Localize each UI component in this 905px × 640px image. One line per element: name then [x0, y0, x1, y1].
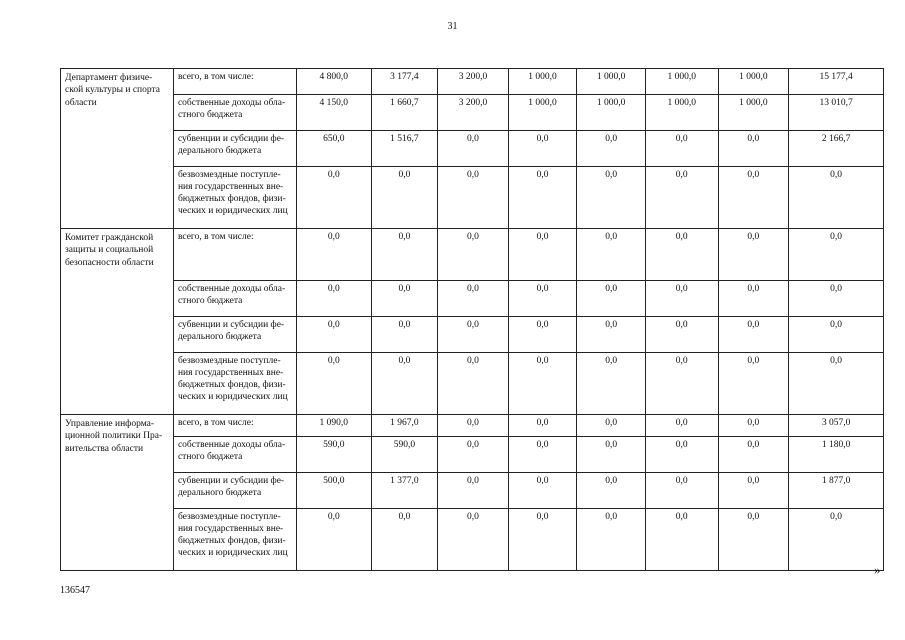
value-cell: 590,0	[371, 437, 438, 473]
value-cell: 0,0	[438, 317, 509, 353]
department-name: Управление информа-ционной политики Пра-вительства области	[61, 415, 174, 571]
value-cell: 0,0	[718, 281, 789, 317]
value-cell: 0,0	[371, 281, 438, 317]
value-cell: 0,0	[296, 229, 371, 281]
department-name: Департамент физиче-ской культуры и спорта области	[61, 69, 174, 229]
value-cell: 0,0	[718, 229, 789, 281]
funding-source-label: собственные доходы обла-стного бюджета	[173, 95, 296, 131]
continuation-mark: »	[874, 562, 881, 577]
total-value-cell: 15 177,4	[789, 69, 884, 95]
value-cell: 0,0	[577, 509, 646, 571]
value-cell: 1 000,0	[645, 95, 718, 131]
value-cell: 0,0	[718, 473, 789, 509]
value-cell: 0,0	[718, 131, 789, 167]
table-row	[61, 229, 884, 281]
funding-source-label: субвенции и субсидии фе-дерального бюджета	[173, 317, 296, 353]
value-cell: 1 000,0	[508, 95, 577, 131]
value-cell: 0,0	[577, 473, 646, 509]
value-cell: 0,0	[296, 317, 371, 353]
value-cell: 0,0	[508, 415, 577, 437]
value-cell: 0,0	[296, 509, 371, 571]
value-cell: 1 090,0	[296, 415, 371, 437]
value-cell: 0,0	[508, 131, 577, 167]
table-row	[61, 167, 884, 229]
page-number: 31	[447, 21, 458, 32]
value-cell: 0,0	[645, 167, 718, 229]
value-cell: 0,0	[508, 473, 577, 509]
value-cell: 0,0	[438, 473, 509, 509]
value-cell: 1 000,0	[645, 69, 718, 95]
total-value-cell: 1 180,0	[789, 437, 884, 473]
value-cell: 0,0	[438, 131, 509, 167]
value-cell: 0,0	[438, 167, 509, 229]
value-cell: 0,0	[438, 281, 509, 317]
value-cell: 0,0	[296, 167, 371, 229]
total-value-cell: 0,0	[789, 167, 884, 229]
value-cell: 0,0	[577, 281, 646, 317]
value-cell: 590,0	[296, 437, 371, 473]
value-cell: 0,0	[438, 509, 509, 571]
table-row	[61, 437, 884, 473]
value-cell: 0,0	[438, 353, 509, 415]
table-row	[61, 353, 884, 415]
value-cell: 0,0	[577, 229, 646, 281]
value-cell: 3 177,4	[371, 69, 438, 95]
value-cell: 0,0	[645, 317, 718, 353]
value-cell: 500,0	[296, 473, 371, 509]
value-cell: 0,0	[508, 317, 577, 353]
value-cell: 1 000,0	[577, 69, 646, 95]
funding-source-label: собственные доходы обла-стного бюджета	[173, 437, 296, 473]
table-row	[61, 131, 884, 167]
value-cell: 0,0	[371, 229, 438, 281]
value-cell: 0,0	[577, 437, 646, 473]
value-cell: 1 000,0	[508, 69, 577, 95]
value-cell: 0,0	[371, 167, 438, 229]
funding-source-label: субвенции и субсидии фе-дерального бюджета	[173, 473, 296, 509]
value-cell: 0,0	[508, 437, 577, 473]
value-cell: 0,0	[577, 317, 646, 353]
value-cell: 0,0	[438, 415, 509, 437]
value-cell: 1 660,7	[371, 95, 438, 131]
funding-source-label: безвозмездные поступле-ния государственных вне-бюджетных фондов, физи-ческих и юридических лиц	[173, 353, 296, 415]
total-value-cell: 0,0	[789, 509, 884, 571]
value-cell: 0,0	[718, 353, 789, 415]
value-cell: 0,0	[371, 509, 438, 571]
value-cell: 0,0	[508, 229, 577, 281]
value-cell: 1 377,0	[371, 473, 438, 509]
total-value-cell: 13 010,7	[789, 95, 884, 131]
value-cell: 0,0	[645, 281, 718, 317]
value-cell: 3 200,0	[438, 95, 509, 131]
value-cell: 0,0	[645, 353, 718, 415]
funding-source-label: субвенции и субсидии фе-дерального бюджета	[173, 131, 296, 167]
table-row	[61, 317, 884, 353]
value-cell: 0,0	[371, 317, 438, 353]
total-value-cell: 0,0	[789, 229, 884, 281]
table-row	[61, 473, 884, 509]
table-row	[61, 69, 884, 95]
value-cell: 0,0	[371, 353, 438, 415]
value-cell: 1 516,7	[371, 131, 438, 167]
table-row	[61, 281, 884, 317]
value-cell: 0,0	[718, 167, 789, 229]
value-cell: 0,0	[645, 437, 718, 473]
value-cell: 1 000,0	[718, 95, 789, 131]
value-cell: 0,0	[645, 131, 718, 167]
value-cell: 0,0	[508, 509, 577, 571]
value-cell: 0,0	[718, 509, 789, 571]
value-cell: 0,0	[645, 509, 718, 571]
value-cell: 1 967,0	[371, 415, 438, 437]
value-cell: 0,0	[718, 317, 789, 353]
value-cell: 0,0	[645, 229, 718, 281]
funding-source-label: безвозмездные поступле-ния государственных вне-бюджетных фондов, физи-ческих и юридических лиц	[173, 167, 296, 229]
value-cell: 4 800,0	[296, 69, 371, 95]
table-row	[61, 415, 884, 437]
budget-table	[60, 68, 884, 571]
department-name: Комитет гражданской защиты и социальной безопасности области	[61, 229, 174, 415]
total-value-cell: 0,0	[789, 317, 884, 353]
value-cell: 0,0	[438, 229, 509, 281]
value-cell: 650,0	[296, 131, 371, 167]
value-cell: 0,0	[296, 281, 371, 317]
value-cell: 0,0	[577, 415, 646, 437]
total-value-cell: 0,0	[789, 353, 884, 415]
table-row	[61, 95, 884, 131]
funding-source-label: всего, в том числе:	[173, 69, 296, 95]
value-cell: 0,0	[508, 281, 577, 317]
value-cell: 1 000,0	[718, 69, 789, 95]
value-cell: 0,0	[296, 353, 371, 415]
funding-source-label: всего, в том числе:	[173, 415, 296, 437]
funding-source-label: безвозмездные поступле-ния государственных вне-бюджетных фондов, физи-ческих и юридических лиц	[173, 509, 296, 571]
value-cell: 0,0	[577, 353, 646, 415]
page-footer-code: 136547	[60, 585, 90, 596]
value-cell: 0,0	[718, 437, 789, 473]
total-value-cell: 3 057,0	[789, 415, 884, 437]
total-value-cell: 2 166,7	[789, 131, 884, 167]
value-cell: 0,0	[645, 473, 718, 509]
funding-source-label: собственные доходы обла-стного бюджета	[173, 281, 296, 317]
budget-table-body	[61, 69, 884, 571]
funding-source-label: всего, в том числе:	[173, 229, 296, 281]
total-value-cell: 0,0	[789, 281, 884, 317]
value-cell: 0,0	[508, 353, 577, 415]
total-value-cell: 1 877,0	[789, 473, 884, 509]
value-cell: 0,0	[577, 131, 646, 167]
value-cell: 0,0	[508, 167, 577, 229]
value-cell: 0,0	[718, 415, 789, 437]
table-row	[61, 509, 884, 571]
value-cell: 0,0	[438, 437, 509, 473]
value-cell: 0,0	[577, 167, 646, 229]
value-cell: 4 150,0	[296, 95, 371, 131]
value-cell: 0,0	[645, 415, 718, 437]
value-cell: 1 000,0	[577, 95, 646, 131]
value-cell: 3 200,0	[438, 69, 509, 95]
